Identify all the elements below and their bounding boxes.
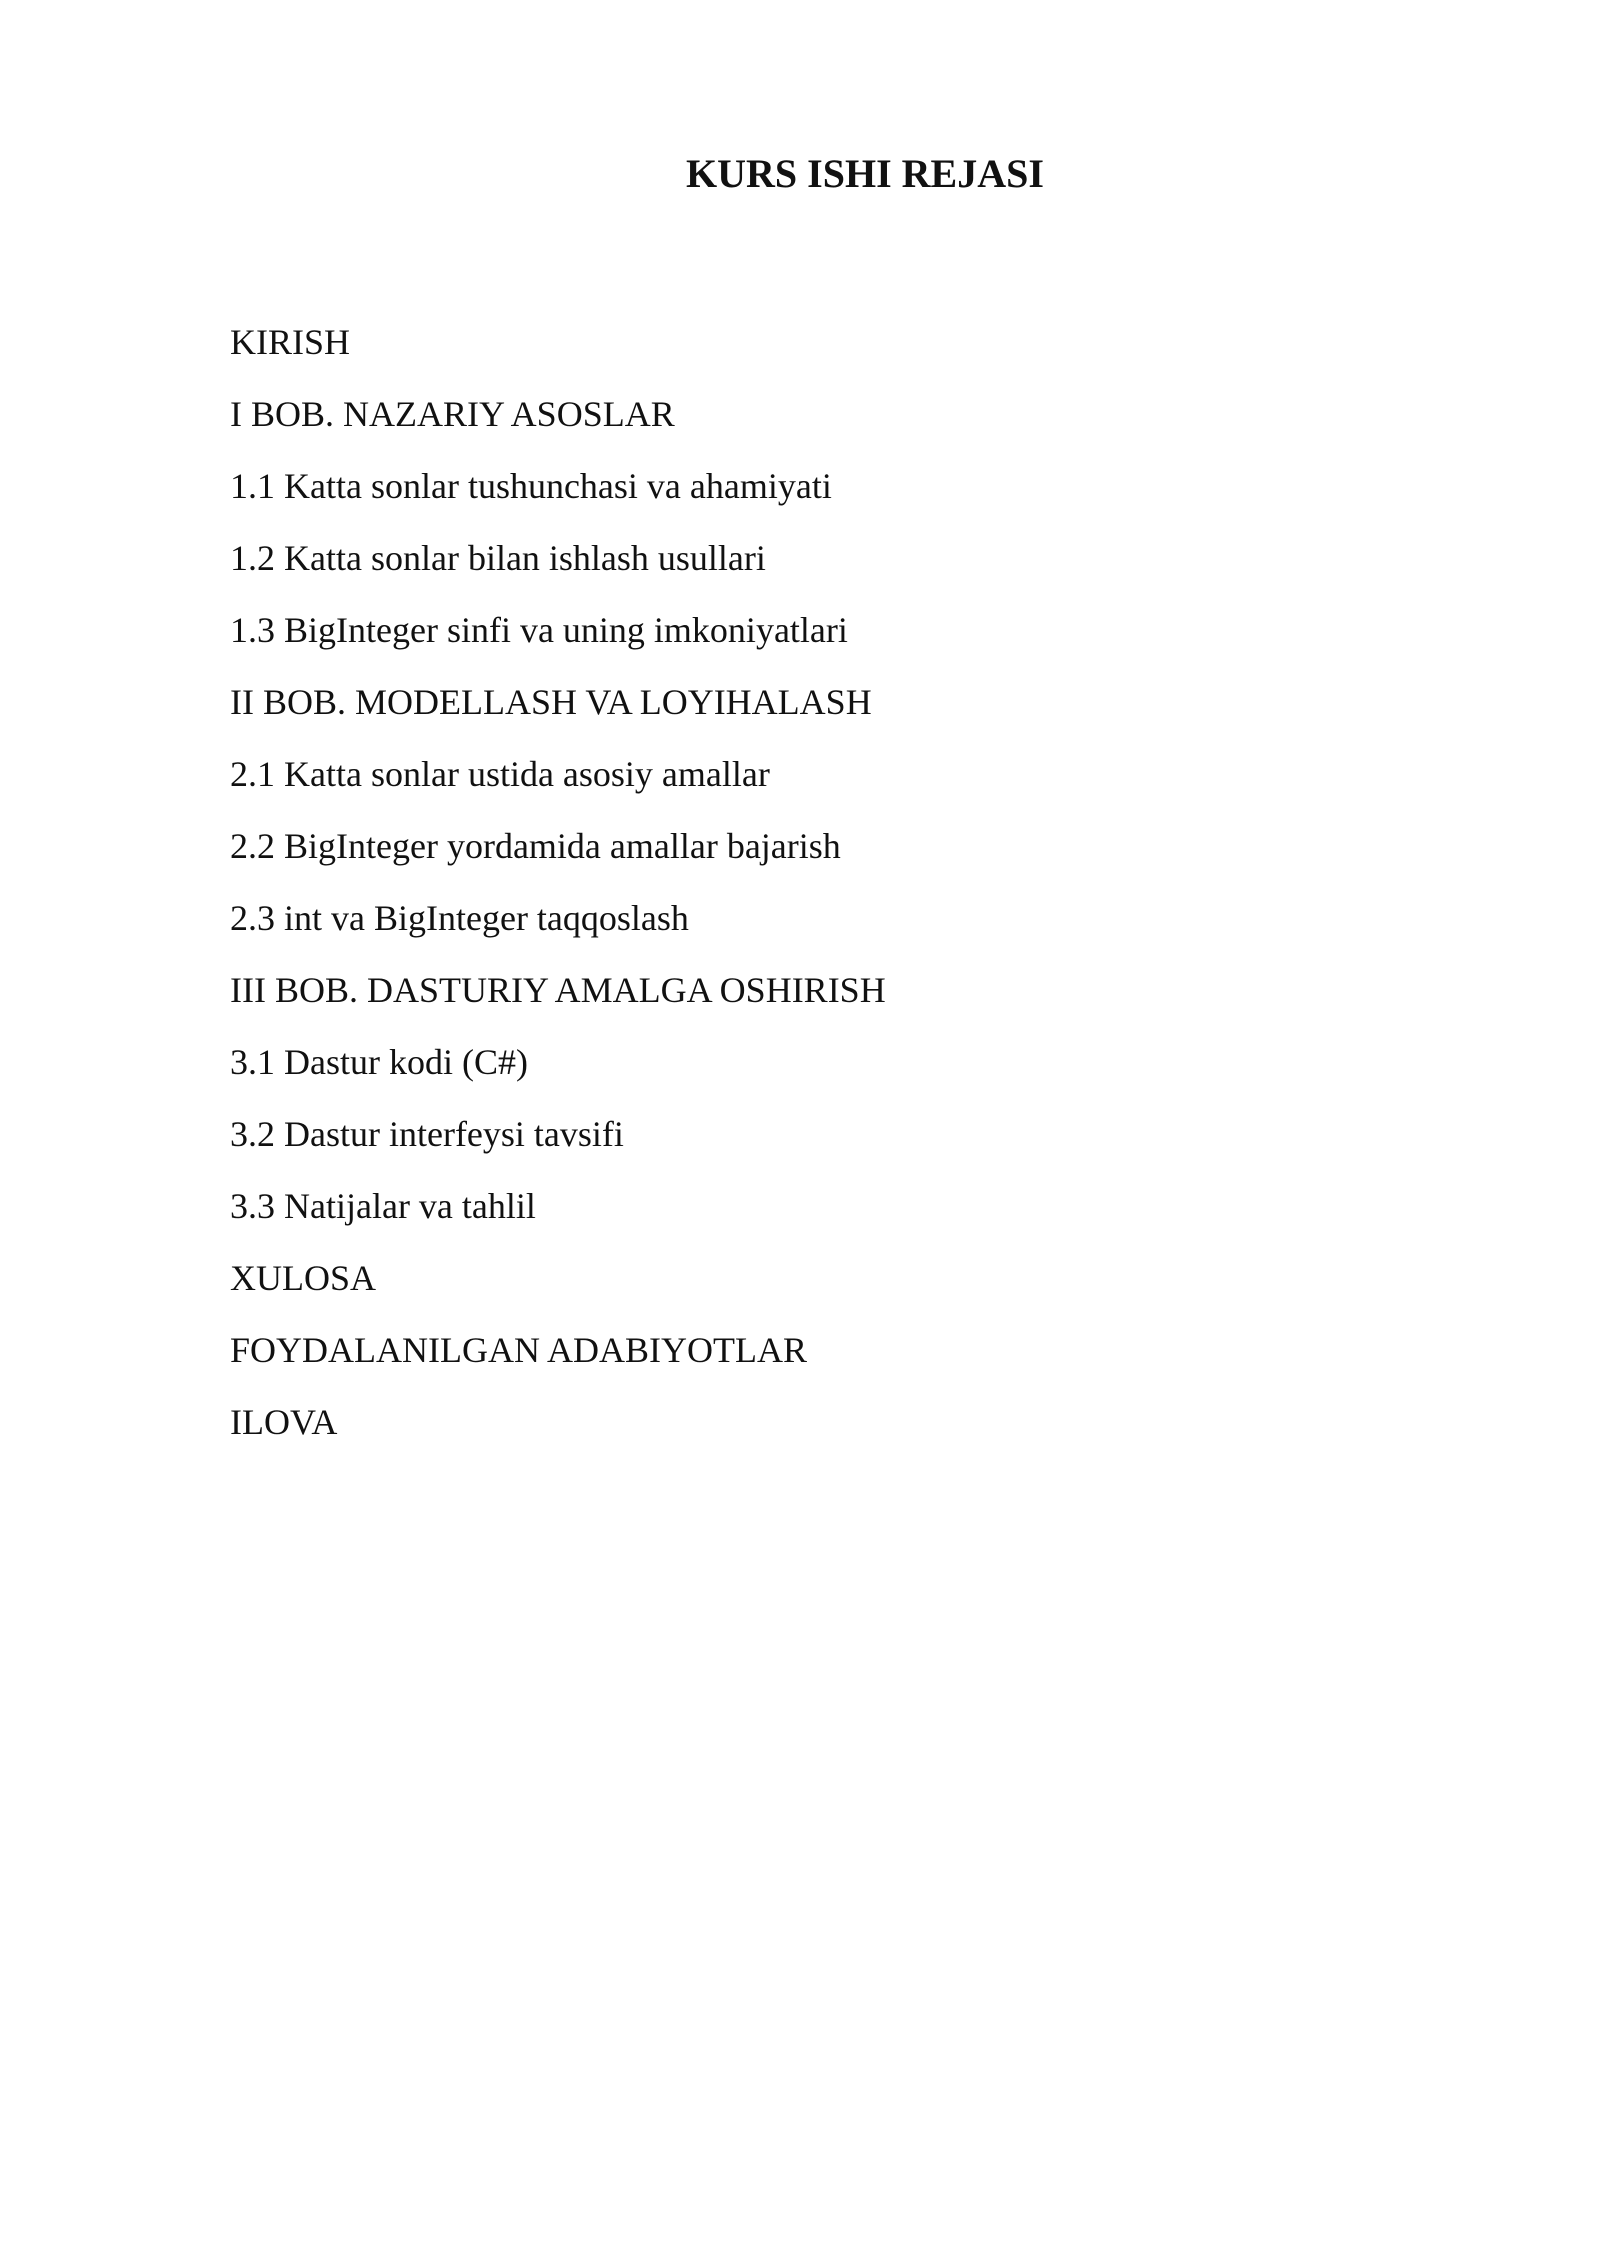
toc-item-chapter-1: I BOB. NAZARIY ASOSLAR (230, 394, 675, 434)
toc-item-1-1: 1.1 Katta sonlar tushunchasi va ahamiyati (230, 466, 832, 506)
toc-item-2-3: 2.3 int va BigInteger taqqoslash (230, 898, 689, 938)
toc-item-2-2: 2.2 BigInteger yordamida amallar bajarish (230, 826, 841, 866)
toc-item-ilova: ILOVA (230, 1402, 338, 1442)
toc-item-chapter-3: III BOB. DASTURIY AMALGA OSHIRISH (230, 970, 886, 1010)
toc-item-1-2: 1.2 Katta sonlar bilan ishlash usullari (230, 538, 766, 578)
document-title: KURS ISHI REJASI (686, 151, 1044, 196)
toc-item-1-3: 1.3 BigInteger sinfi va uning imkoniyatlari (230, 610, 848, 650)
toc-item-3-3: 3.3 Natijalar va tahlil (230, 1186, 536, 1226)
table-of-contents (230, 306, 886, 1458)
toc-item-3-2: 3.2 Dastur interfeysi tavsifi (230, 1114, 624, 1154)
toc-item-kirish: KIRISH (230, 322, 351, 362)
toc-item-adabiyotlar: FOYDALANILGAN ADABIYOTLAR (230, 1330, 807, 1370)
toc-item-xulosa: XULOSA (230, 1258, 377, 1298)
toc-item-3-1: 3.1 Dastur kodi (C#) (230, 1042, 528, 1082)
toc-item-2-1: 2.1 Katta sonlar ustida asosiy amallar (230, 754, 770, 794)
toc-item-chapter-2: II BOB. MODELLASH VA LOYIHALASH (230, 682, 872, 722)
